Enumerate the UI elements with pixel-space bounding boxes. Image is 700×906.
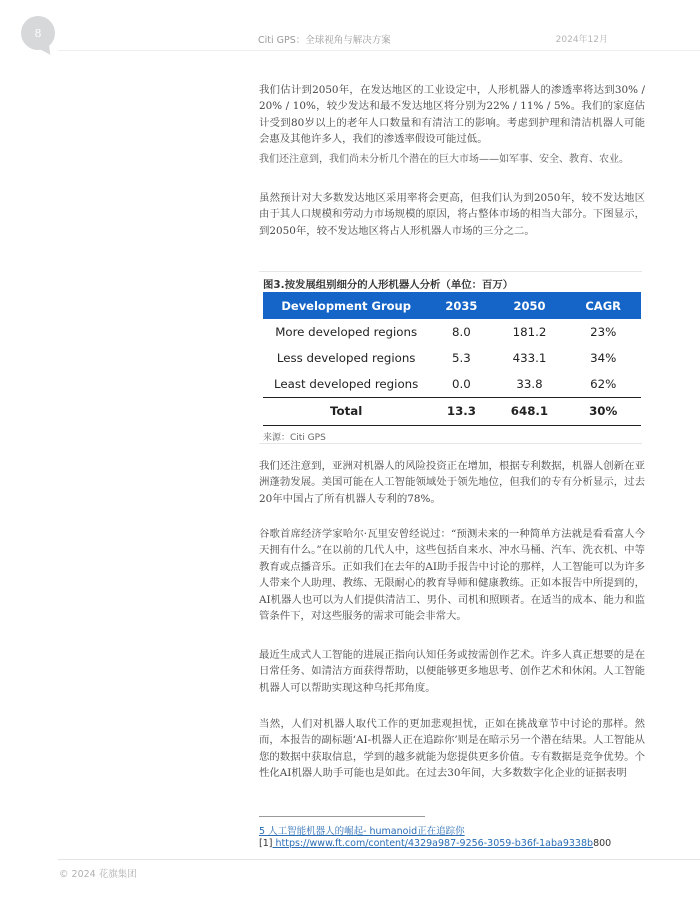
table-row [263,371,641,397]
humanoid-robot-table [263,292,641,426]
header-title: Citi GPS：全球视角与解决方案 [258,35,391,46]
table-row [263,319,641,345]
paragraph-penetration-estimate: 我们估计到2050年，在发达地区的工业设定中，人形机器人的渗透率将达到30% / 20% / 10%，较少发达和最不发达地区将分别为22% / 11% / 5%。我们的家庭估计受到80岁以上的老年人口数量和有清洁工的影响。考虑到护理和清洁机器人可能会惠及其他许多人，我们的渗透率假设可能过低。 [259,84,645,146]
figure-top-rule [259,271,642,272]
paragraph-varian-quote: 谷歌首席经济学家哈尔·瓦里安曾经说过：“预测未来的一种简单方法就是看看富人今天拥有什么。”在以前的几代人中，这些包括自来水、冲水马桶、汽车、洗衣机、中等教育或点播音乐。正如我们在去年的AI助手报告中讨论的那样，人工智能可以为许多人带来个人助理、教练、无限耐心的教育导师和健康教练。正如本报告中所提到的，AI机器人也可以为人们提供清洁工、男仆、司机和照顾者。在适当的成本、能力和监管条件下，对这些服务的需求可能会非常大。 [259,528,645,623]
footnote-1[interactable] [259,838,611,849]
header-divider [58,50,700,51]
table-cell: More developed regions [275,325,418,339]
footnote-1-suffix: 800 [593,838,612,849]
figure-title: 图3.按发展组别细分的人形机器人分析（单位：百万） [263,279,514,291]
table-cell: 181.2 [512,325,547,339]
paragraph-generative-ai: 最近生成式人工智能的进展正指向认知任务或按需创作艺术。许多人真正想要的是在日常任务、如清洁方面获得帮助，以便能够更多地思考、创作艺术和休闲。人工智能机器人可以帮助实现这种乌托邦角度。 [259,649,645,694]
table-cell: 30% [565,397,641,425]
table-cell: 62% [590,376,617,391]
page-number: 8 [34,26,42,40]
paragraph-job-concerns: 当然，人们对机器人取代工作的更加悲观担忧，正如在挑战章节中讨论的那样。然而，本报告的副标题‘AI-机器人正在追踪你’则是在暗示另一个潜在结果。人工智能从您的数据中获取信息，学到的越多就能为您提供更多价值。专有数据是竞争优势。个性化AI机器人助手可能也是如此。在过去30年间，大多数数字化企业的证据表明 [259,718,645,780]
table-cell: Total [263,397,429,425]
footnote-1-marker: [1] [259,838,273,849]
footer-copyright: © 2024 花旗集团 [59,869,137,880]
figure-bottom-rule [259,443,642,444]
table-cell: 433.1 [512,351,547,365]
table-cell: 23% [590,325,617,339]
table-cell: 34% [590,351,617,365]
column-header: Development Group [263,292,429,319]
paragraph-asia-patents: 我们还注意到，亚洲对机器人的风险投资正在增加，根据专利数据，机器人创新在亚洲蓬勃发展。美国可能在人工智能领域处于领先地位，但我们的专有分析显示，过去20年中国占了所有机器人专利的78%。 [259,460,645,505]
column-header: 2050 [494,292,566,319]
footnote-1-link[interactable]: https://www.ft.com/content/4329a987-9256-3059-b36f-1aba9338b [272,838,594,849]
header-date: 2024年12月 [555,35,608,45]
table-cell: 648.1 [494,397,566,425]
table-cell: Less developed regions [276,351,416,365]
table-cell: 0.0 [452,376,471,391]
column-header: 2035 [429,292,493,319]
table-cell: 33.8 [516,376,543,391]
table-total-row [263,397,641,425]
table-row [263,345,641,371]
paragraph-untapped-markets: 我们还注意到，我们尚未分析几个潜在的巨大市场——如军事、安全、教育、农业。 [259,154,629,165]
page-number-badge [21,16,55,50]
footnote-5-link[interactable]: 5 人工智能机器人的崛起- humanoid正在追踪你 [259,826,465,837]
footnote-divider [259,816,425,817]
figure-source: 来源：Citi GPS [263,433,326,443]
paragraph-less-developed-share: 虽然预计对大多数发达地区采用率将会更高，但我们认为到2050年，较不发达地区由于其人口规模和劳动力市场规模的原因，将占整体市场的相当大部分。下图显示，到2050年，较不发达地区将占人形机器人市场的三分之二。 [259,192,645,237]
table-cell: 8.0 [452,325,471,339]
table-cell: Least developed regions [274,376,419,391]
column-header: CAGR [565,292,641,319]
table-cell: 13.3 [429,397,493,425]
footnote-5[interactable] [259,823,465,837]
table-cell: 5.3 [452,351,471,365]
table-header-row [263,292,641,319]
footer-divider [58,859,700,860]
